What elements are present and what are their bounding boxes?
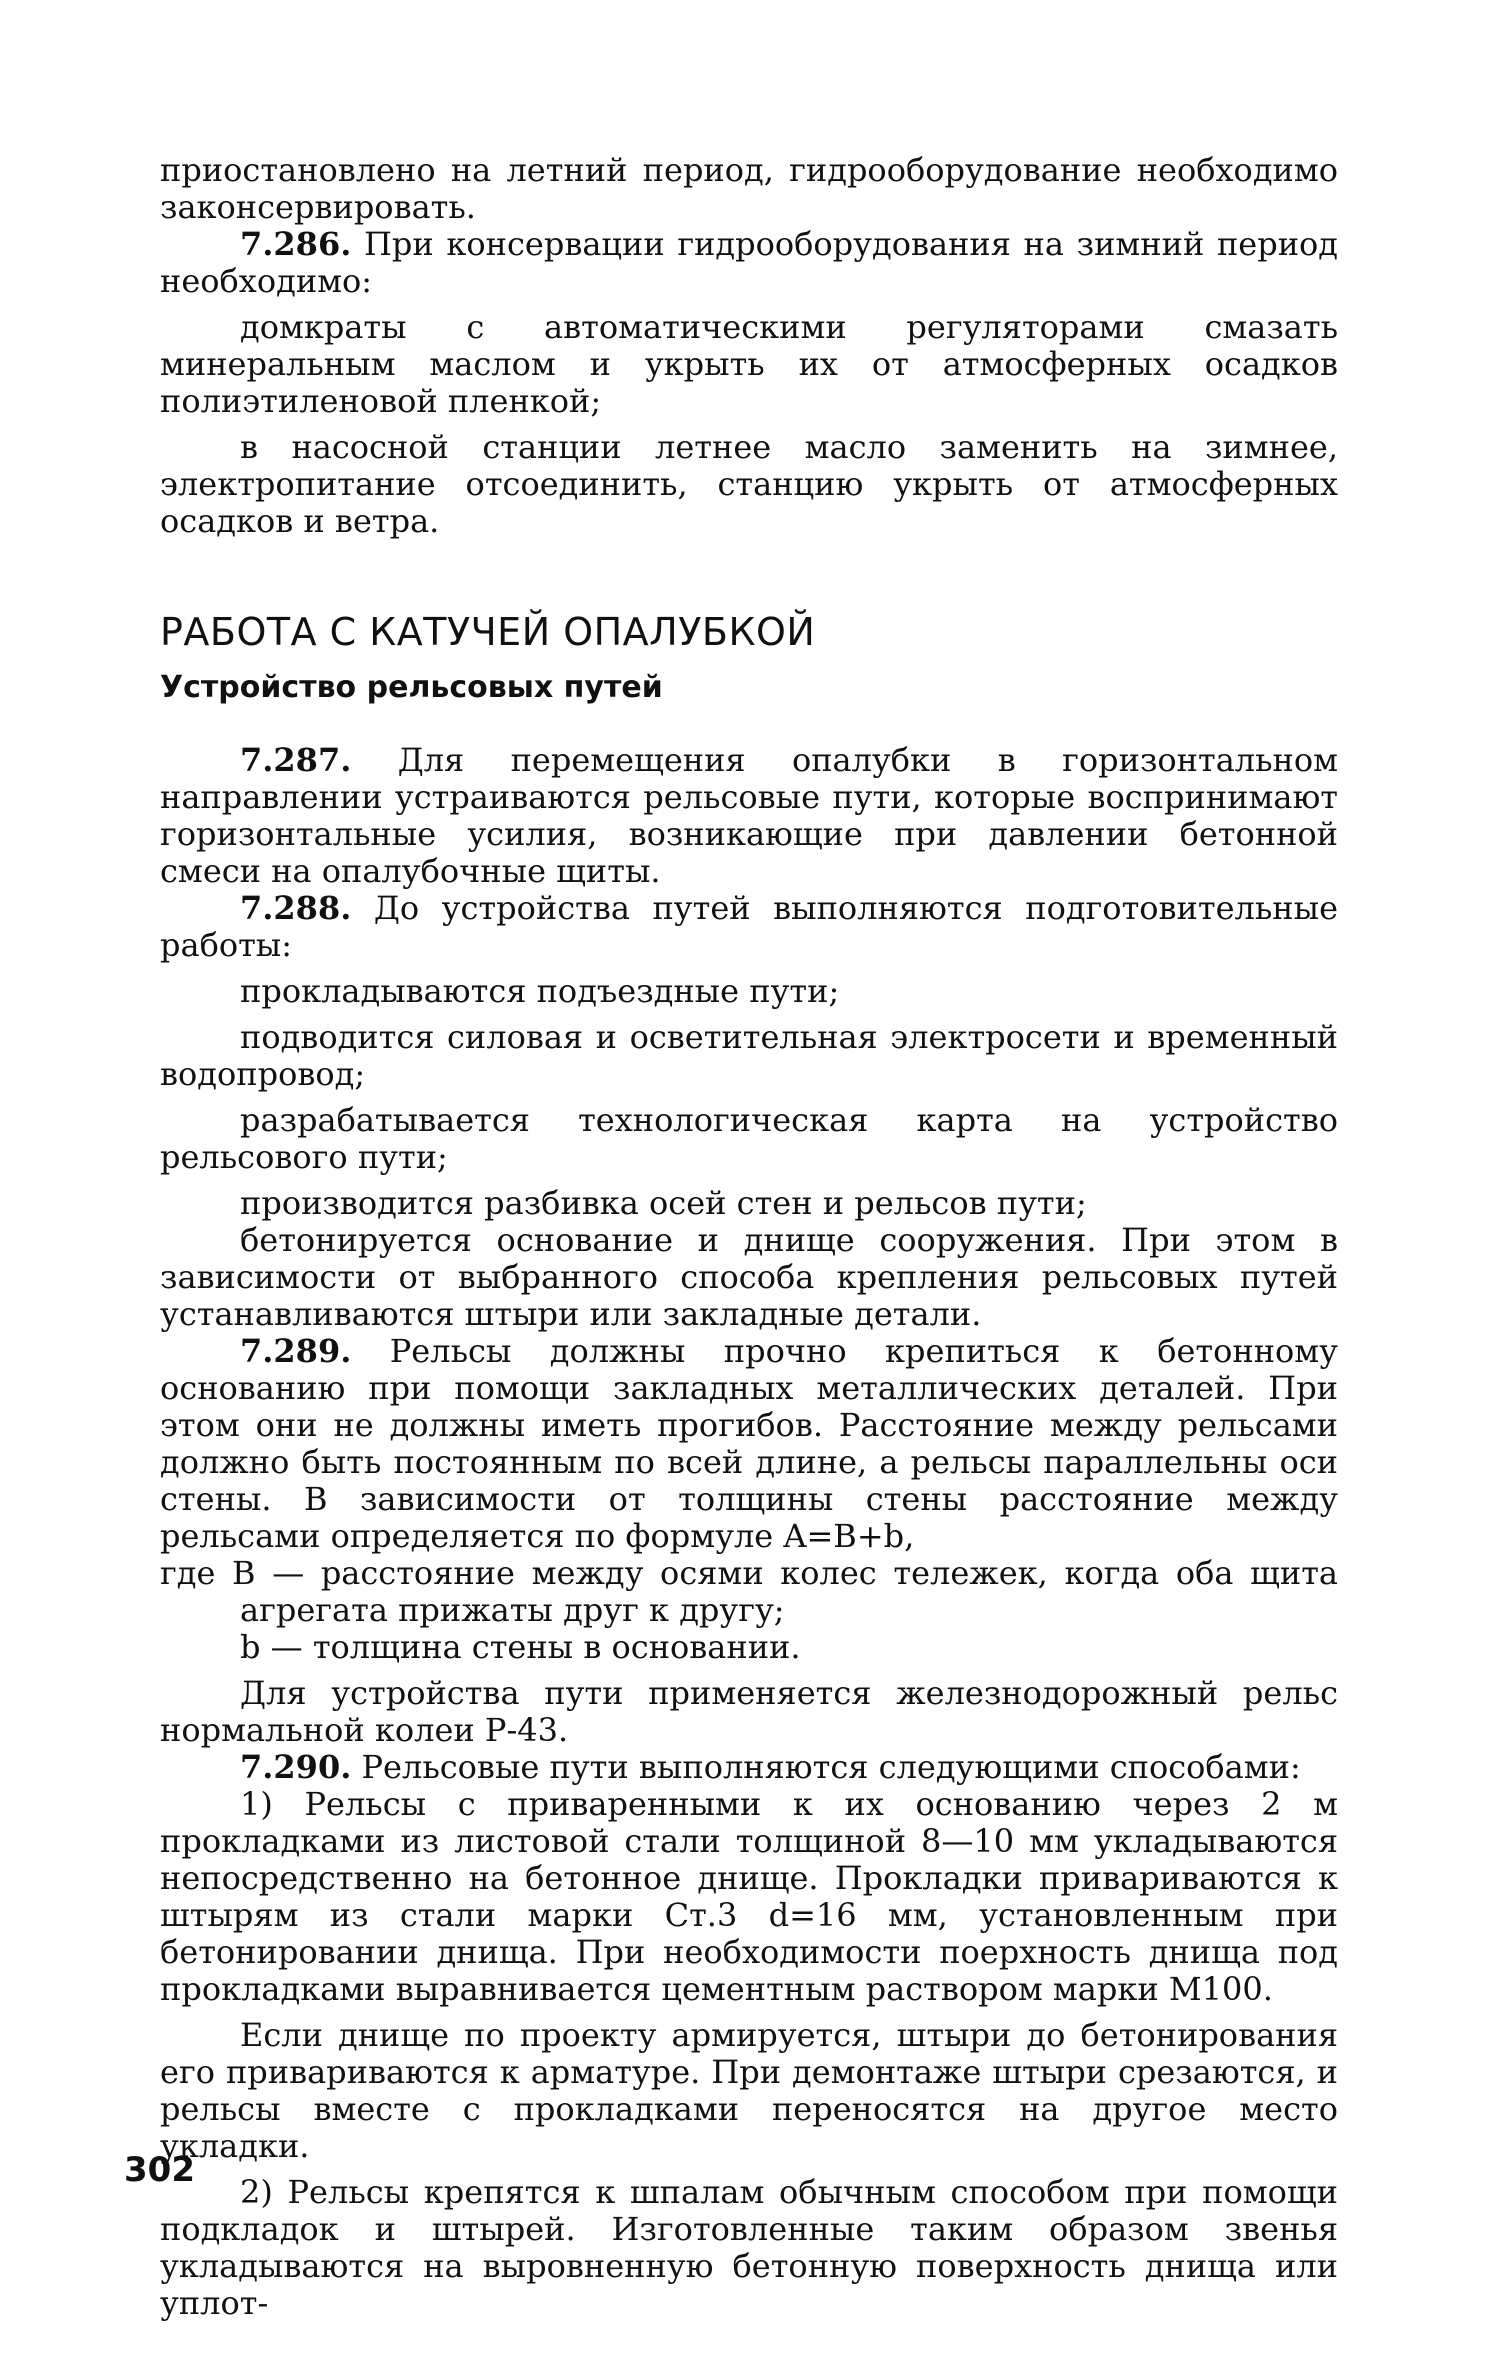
paragraph-text: Рельсы должны прочно крепиться к бетонному основанию при помощи закладных металлических деталей. При этом они не должны иметь прогибов. Расстояние между рельсами должно быть постоянным по всей длине, а рельсы параллельны оси стены. В зависимости от толщины стены расстояние между рельсами определяется по формуле A=B+b, <box>160 1332 1338 1555</box>
clause-number: 7.286. <box>240 225 352 263</box>
clause-number: 7.288. <box>240 889 352 927</box>
list-item-access-roads: прокладываются подъездные пути; <box>240 972 840 1010</box>
paragraph-text: При консервации гидрооборудования на зимний период необходимо: <box>160 225 1338 300</box>
paragraph-text: Для перемещения опалубки в горизонтальном направлении устраиваются рельсовые пути, которые воспринимают горизонтальные усилия, возникающие при давлении бетонной смеси на опалубочные щиты. <box>160 741 1338 890</box>
paragraph-7-288 <box>160 890 1338 964</box>
paragraph-pump-station: в насосной станции летнее масло заменить на зимнее, электропитание отсоединить, станцию укрыть от атмосферных осадков и ветра. <box>160 428 1338 540</box>
paragraph-continued: приостановлено на летний период, гидрооборудование необходимо законсервировать. <box>160 151 1338 226</box>
paragraph-text: Рельсовые пути выполняются следующими способами: <box>351 1748 1301 1786</box>
paragraph-7-287 <box>160 742 1338 890</box>
paragraph-method-2: 2) Рельсы крепятся к шпалам обычным способом при помощи подкладок и штырей. Изготовленные таким образом звенья укладываются на выровненную бетонную поверхность днища или уплот- <box>160 2173 1338 2322</box>
section-title: РАБОТА С КАТУЧЕЙ ОПАЛУБКОЙ <box>160 610 816 654</box>
list-item-concreting: бетонируется основание и днище сооружения. При этом в зависимости от выбранного способа крепления рельсовых путей устанавливаются штыри или закладные детали. <box>160 1221 1338 1333</box>
paragraph-rail-type: Для устройства пути применяется железнодорожный рельс нормальной колеи Р-43. <box>160 1674 1338 1749</box>
paragraph-method-1: 1) Рельсы с приваренными к их основанию через 2 м прокладками из листовой стали толщиной 8—10 мм укладываются непосредственно на бетонное днище. Прокладки привариваются к штырям из стали марки Ст.3 d=16 мм, установленным при бетонировании днища. При необходимости поерхность днища под прокладками выравнивается цементным раствором марки М100. <box>160 1785 1338 2008</box>
paragraph-7-289 <box>160 1333 1338 1555</box>
list-item-tech-map: разрабатывается технологическая карта на устройство рельсового пути; <box>160 1101 1338 1176</box>
list-item-layout-axes: производится разбивка осей стен и рельсов пути; <box>240 1184 1087 1222</box>
paragraph-7-290 <box>160 1749 1338 1786</box>
page-number: 302 <box>124 2150 195 2190</box>
clause-number: 7.290. <box>240 1748 352 1786</box>
page-content <box>160 152 1338 2322</box>
formula-definition-b-lower: b — толщина стены в основании. <box>240 1628 801 1666</box>
paragraph-text: До устройства путей выполняются подготовительные работы: <box>160 889 1338 964</box>
formula-definition-b-upper: где B — расстояние между осями колес тележек, когда оба щита агрегата прижаты друг к другу; <box>160 1554 1338 1629</box>
clause-number: 7.289. <box>240 1332 352 1370</box>
list-item-power-supply: подводится силовая и осветительная электросети и временный водопровод; <box>160 1018 1338 1093</box>
paragraph-7-286 <box>160 226 1338 300</box>
clause-number: 7.287. <box>240 741 352 779</box>
paragraph-jacks: домкраты с автоматическими регуляторами смазать минеральным маслом и укрыть их от атмосферных осадков полиэтиленовой пленкой; <box>160 308 1338 420</box>
paragraph-reinforced-floor: Если днище по проекту армируется, штыри до бетонирования его привариваются к арматуре. При демонтаже штыри срезаются, и рельсы вместе с прокладками переносятся на другое место укладки. <box>160 2016 1338 2165</box>
subsection-title: Устройство рельсовых путей <box>160 670 663 705</box>
